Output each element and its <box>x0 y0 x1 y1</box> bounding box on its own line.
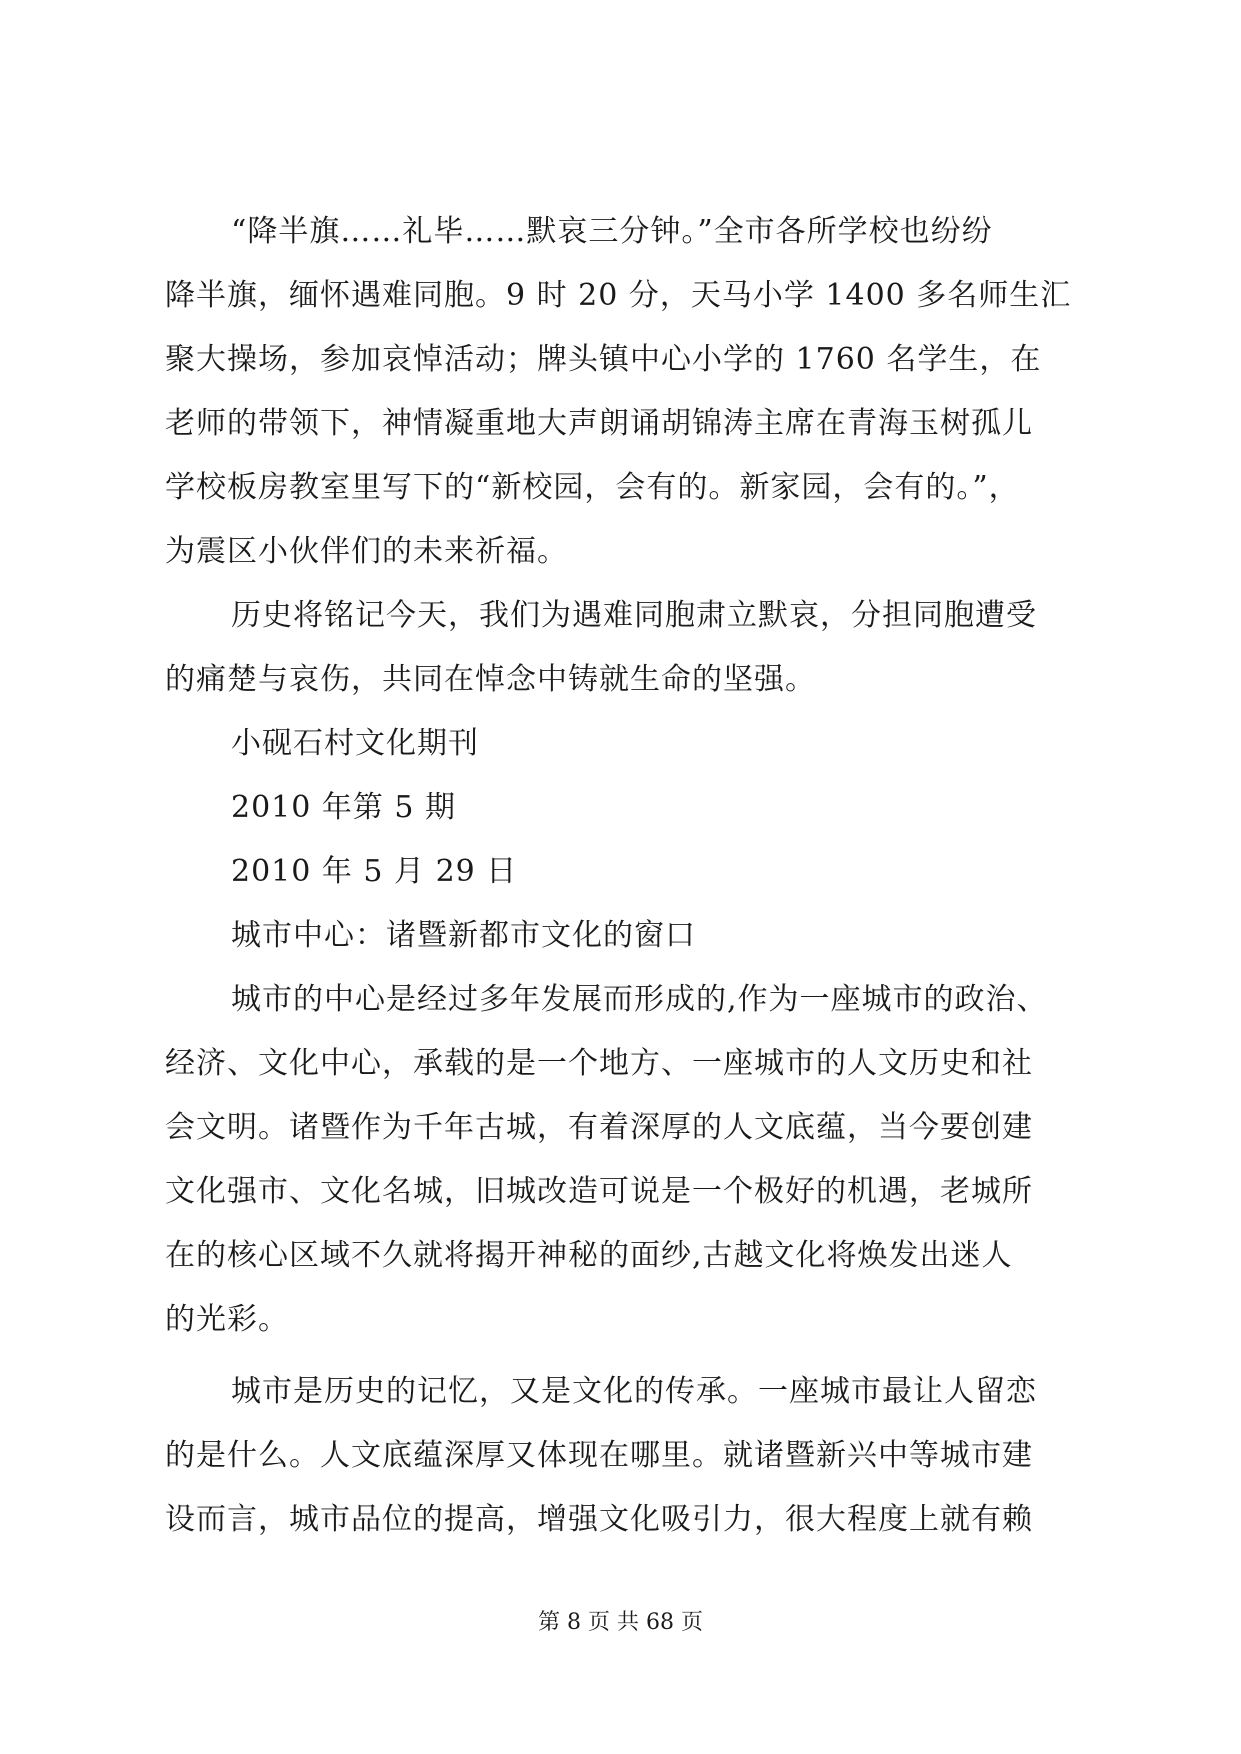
paragraph-3-line-4: 文化强市、文化名城，旧城改造可说是一个极好的机遇，老城所 <box>165 1174 1033 1209</box>
paragraph-spacer <box>165 1352 1080 1360</box>
publication-name: 小砚石村文化期刊 <box>231 726 479 761</box>
paragraph-4-line-2: 的是什么。人文底蕴深厚又体现在哪里。就诸暨新兴中等城市建 <box>165 1438 1033 1473</box>
paragraph-4-line-3: 设而言，城市品位的提高，增强文化吸引力，很大程度上就有赖 <box>165 1502 1033 1537</box>
issue-number: 2010 年第 5 期 <box>231 790 457 825</box>
issue-date: 2010 年 5 月 29 日 <box>231 854 518 889</box>
paragraph-3-line-5: 在的核心区域不久就将揭开神秘的面纱,古越文化将焕发出迷人 <box>165 1238 1013 1273</box>
article-title: 城市中心：诸暨新都市文化的窗口 <box>231 918 696 953</box>
paragraph-1-line-4: 老师的带领下，神情凝重地大声朗诵胡锦涛主席在青海玉树孤儿 <box>165 406 1033 441</box>
paragraph-3-line-2: 经济、文化中心，承载的是一个地方、一座城市的人文历史和社 <box>165 1046 1033 1081</box>
paragraph-4-line-1: 城市是历史的记忆，又是文化的传承。一座城市最让人留恋 <box>231 1374 1037 1409</box>
page-number-footer: 第 8 页 共 68 页 <box>538 1610 703 1635</box>
paragraph-1-line-3: 聚大操场，参加哀悼活动；牌头镇中心小学的 1760 名学生，在 <box>165 342 1042 377</box>
paragraph-3-line-6: 的光彩。 <box>165 1302 289 1337</box>
paragraph-1-line-5: 学校板房教室里写下的“新校园，会有的。新家园，会有的。”， <box>165 470 1020 505</box>
paragraph-1-line-1: “降半旗……礼毕……默哀三分钟。”全市各所学校也纷纷 <box>231 214 993 249</box>
paragraph-2-line-2: 的痛楚与哀伤，共同在悼念中铸就生命的坚强。 <box>165 662 816 697</box>
paragraph-2-line-1: 历史将铭记今天，我们为遇难同胞肃立默哀，分担同胞遭受 <box>231 598 1037 633</box>
paragraph-3-line-3: 会文明。诸暨作为千年古城，有着深厚的人文底蕴，当今要创建 <box>165 1110 1033 1145</box>
paragraph-1-line-2: 降半旗，缅怀遇难同胞。9 时 20 分，天马小学 1400 多名师生汇 <box>165 278 1072 313</box>
document-body <box>165 200 1080 1552</box>
paragraph-1-line-6: 为震区小伙伴们的未来祈福。 <box>165 534 568 569</box>
paragraph-3-line-1: 城市的中心是经过多年发展而形成的,作为一座城市的政治、 <box>231 982 1048 1017</box>
